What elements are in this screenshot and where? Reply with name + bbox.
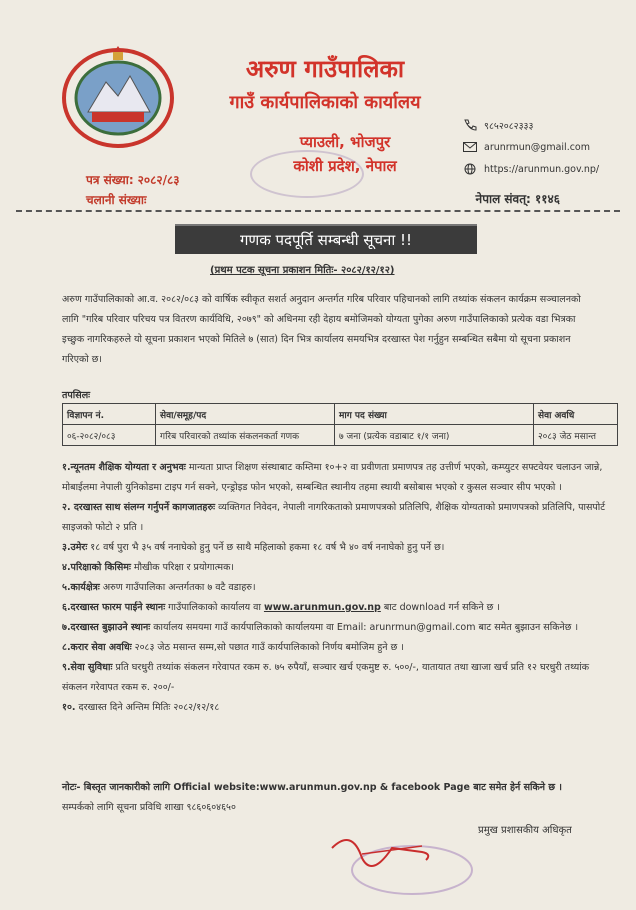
list-item — [62, 498, 610, 538]
item-label: ७.दरखास्त बुझाउने स्थानः — [62, 622, 151, 633]
item-label: ३.उमेरः — [62, 542, 88, 553]
ref-value: २०८२/८३ — [137, 173, 180, 187]
org-name: अरुण गाउँपालिका — [245, 55, 405, 83]
list-item — [62, 598, 610, 618]
phone-icon — [462, 119, 478, 131]
header-divider — [16, 210, 620, 212]
office-stamp-icon — [250, 150, 364, 198]
phone-number: ९८५२०८२३३३ — [484, 120, 534, 132]
list-item — [62, 458, 610, 498]
item-label: १०. — [62, 702, 76, 713]
item-label: ४.परिक्षाको किसिमः — [62, 562, 131, 573]
vacancy-table — [62, 403, 618, 446]
item-text: कार्यालय समयमा गाउँ कार्यपालिकाको कार्यालयमा वा Email: arunrmun@gmail.com बाट समेत बुझाउन सकिनेछ । — [153, 622, 579, 633]
table-row — [63, 425, 618, 446]
intro-paragraph: अरुण गाउँपालिकाको आ.व. २०८२/०८३ को वार्षिक स्वीकृत सशर्त अनुदान अन्तर्गत गरिब परिवार पहिचानको लागि तथ्यांक संकलन कार्यक्रम सञ्चालनको लागि "गरिब परिवार परिचय पत्र वितरण कार्यविधि, २०७९" को अधिनमा रही देहाय बमोजिमको योग्यता पुगेका अरुण गाउँपालिकाको प्रत्येक वडा भित्रका इच्छुक नागरिकहरुले यो सूचना प्रकाशन भएको मितिले ७ (सात) दिन भित्र कार्यालय समयभित्र दरखास्त पेश गर्नुहुन सम्बन्धित सबैमा यो सूचना प्रकाशन गरिएको छ। — [62, 294, 581, 365]
reference-block — [86, 170, 179, 210]
globe-icon — [462, 163, 478, 175]
contact-block — [462, 114, 634, 180]
table-header-cell: सेवा अवधि — [534, 404, 618, 425]
item-label: ५.कार्यक्षेत्रः — [62, 582, 100, 593]
table-label: तपसिलः — [62, 390, 91, 401]
item-text: मान्यता प्राप्त शिक्षण संस्थाबाट कम्तिमा १०+२ वा प्रवीणता प्रमाणपत्र तह उत्तीर्ण भएको, कम्प्युटर सफ्टवेयर चलाउन जान्ने, मोबाईलमा नेपाली युनिकोडमा टाइप गर्न सक्ने, एन्ड्रोइड फोन भएको, सम्बन्धित स्थानीय तहमा स्थायी बसोबास भएको र कुसल सञ्चार सीप भएको । — [62, 462, 603, 493]
item-text: बाट download गर्न सकिने छ । — [383, 602, 500, 613]
email-address[interactable]: arunrmun@gmail.com — [484, 141, 590, 153]
item-text: गाउँपालिकाको कार्यालय वा — [168, 602, 261, 613]
list-item — [62, 558, 610, 578]
contact-note: सम्पर्कको लागि सूचना प्रविधि शाखा ९८६०६०४६५० — [62, 802, 236, 813]
table-cell: २०८३ जेठ मसान्त — [534, 425, 618, 446]
website-link[interactable]: www.arunmun.gov.np — [263, 602, 381, 613]
item-label: १.न्यूनतम शैक्षिक योग्यता र अनुभवः — [62, 462, 186, 473]
item-label: ८.करार सेवा अवधिः — [62, 642, 132, 653]
email-row — [462, 136, 634, 158]
list-item — [62, 618, 610, 638]
table-header-cell: सेवा/समूह/पद — [156, 404, 335, 425]
item-text: २०८३ जेठ मसान्त सम्म,सो पछात गाउँ कार्यपालिकाको निर्णय बमोजिम हुने छ । — [134, 642, 404, 653]
item-label: २. दरखास्त साथ संलग्न गर्नुपर्ने कागजातहरुः — [62, 502, 216, 513]
dispatch-label: चलानी संख्याः — [86, 193, 147, 207]
item-text: दरखास्त दिने अन्तिम मितिः २०८२/१२/१८ — [78, 702, 220, 713]
list-item — [62, 638, 610, 658]
org-office: गाउँ कार्यपालिकाको कार्यालय — [229, 92, 421, 113]
table-cell: ७ जना (प्रत्येक वडाबाट १/१ जना) — [335, 425, 534, 446]
item-text: व्यक्तिगत निवेदन, नेपाली नागरिकताको प्रमाणपत्रको प्रतिलिपि, शैक्षिक योग्यताको प्रमाणपत्रको प्रतिलिपि, पासपोर्ट साइजको फोटो २ प्रति । — [62, 502, 606, 533]
table-cell: ०६-२०८२/०८३ — [63, 425, 156, 446]
list-item — [62, 538, 610, 558]
envelope-icon — [462, 141, 478, 153]
phone-row — [462, 114, 634, 136]
table-header-cell: विज्ञापन नं. — [63, 404, 156, 425]
item-text: प्रति घरधुरी तथ्यांक संकलन गरेवापत रकम रु. ७५ रुपैयाँ, सञ्चार खर्च एकमुष्ट रु. ५००/-, यातायात तथा खाजा खर्च प्रति १२ घरधुरी तथ्यांक संकलन गरेवापत रकम रु. २००/- — [62, 662, 590, 693]
item-text: मौखीक परिक्षा र प्रयोगात्मक। — [133, 562, 234, 573]
item-text: १८ वर्ष पुरा भै ३५ वर्ष ननाघेको हुनु पर्ने छ साथै महिलाको हकमा १८ वर्ष भै ४० वर्ष ननाघेको हुनु पर्ने छ। — [90, 542, 445, 553]
list-item — [62, 658, 610, 698]
table-header-row — [63, 404, 618, 425]
nepal-era-date: नेपाल संवत्: ११४६ — [475, 192, 560, 206]
notice-title: गणक पदपूर्ति सम्बन्धी सूचना !! — [175, 224, 477, 254]
note-text: नोटः- बिस्तृत जानकारीको लागि Official website:www.arunmun.gov.np & facebook Page बाट समेत हेर्न सकिने छ । — [62, 782, 562, 793]
nepal-emblem-icon — [58, 46, 178, 150]
ref-label: पत्र संख्या: — [86, 173, 134, 187]
item-label: ९.सेवा सुविधाः — [62, 662, 113, 673]
item-label: ६.दरखास्त फारम पाईने स्थानः — [62, 602, 166, 613]
table-header-cell: माग पद संख्या — [335, 404, 534, 425]
requirements-list — [62, 458, 610, 718]
list-item — [62, 578, 610, 598]
org-province: कोशी प्रदेश, नेपाल — [293, 157, 397, 175]
website-row — [462, 158, 634, 180]
table-cell: गरिब परिवारको तथ्यांक संकलनकर्ता गणक — [156, 425, 335, 446]
notice-subtitle: (प्रथम पटक सूचना प्रकाशन मितिः- २०८२/१२/१२) — [210, 265, 395, 276]
footer-note — [62, 778, 610, 818]
officer-title: प्रमुख प्रशासकीय अधिकृत — [478, 825, 572, 836]
list-item — [62, 698, 610, 718]
org-address: प्याउली, भोजपुर — [299, 133, 391, 151]
item-text: अरुण गाउँपालिका अन्तर्गतका ७ वटै वडाहरु। — [102, 582, 256, 593]
website-link[interactable]: https://arunmun.gov.np/ — [484, 163, 600, 175]
